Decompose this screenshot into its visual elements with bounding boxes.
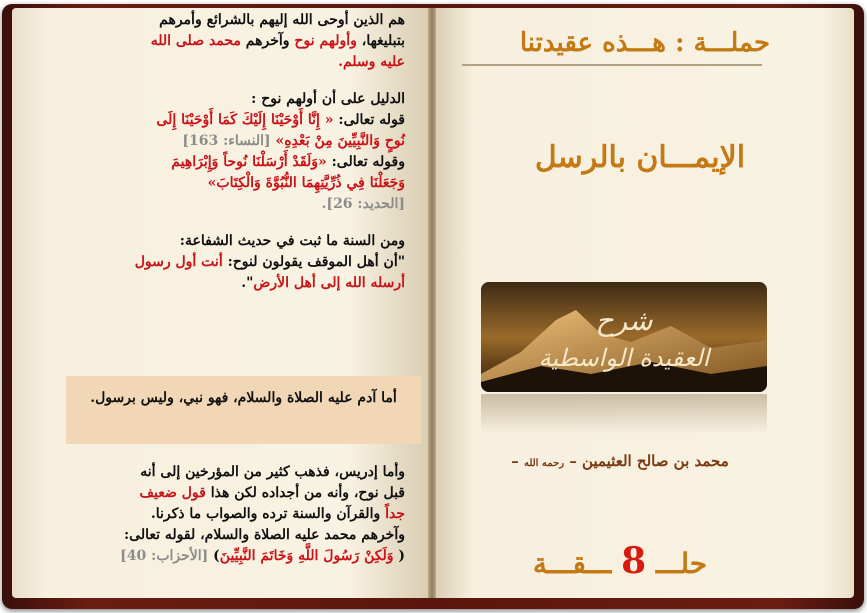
left-page-text (40, 10, 405, 294)
banner-line-1: شرح (595, 304, 653, 337)
left-page-text-bottom (40, 462, 405, 567)
last-line-2: ( وَلَكِنْ رَسُولَ اللَّهِ وَخَاتَمَ النَّبِيِّينَ) [الأحزاب: 40] (120, 548, 405, 564)
quote-2-ref: [الحديد: 26]. (321, 196, 405, 212)
sunna-line-1: ومن السنة ما ثبت في حديث الشفاعة: (179, 233, 405, 249)
quote-2: وقوله تعالى: «وَلَقَدْ أَرْسَلْنَا نُوحاً وَإِبْرَاهِيمَ (171, 154, 405, 170)
episode-number: حلـــ 8 ـــقـــة (532, 540, 708, 582)
last-line-1: وآخرهم محمد عليه الصلاة والسلام، لقوله تعالى: (124, 527, 405, 543)
quote-1-cont: نُوحٍ وَالنَّبِيِّينَ مِنْ بَعْدِهِ» [النساء: 163] (182, 133, 405, 149)
intro-line-1: هم الذين أوحى الله إليهم بالشرائع وأمرهم (159, 12, 405, 28)
idris-line-1: وأما إدريس، فذهب كثير من المؤرخين إلى أنه (140, 464, 405, 480)
idris-line-3: جداً والقرآن والسنة ترده والصواب ما ذكرنا. (150, 506, 405, 522)
adam-note-box: أما آدم عليه الصلاة والسلام، فهو نبي، وليس برسول. (66, 376, 421, 444)
banner-line-2: العقيدة الواسطية (538, 344, 710, 372)
proof-title: الدليل على أن أولهم نوح : (251, 91, 405, 107)
sunna-line-2: "أن أهل الموقف يقولون لنوح: أنت أول رسول (134, 254, 405, 270)
title-divider (462, 64, 762, 66)
idris-line-2: قبل نوح، وأنه من أجداده لكن هذا قول ضعيف (139, 485, 405, 501)
sunna-line-3: أرسله الله إلى أهل الأرض". (241, 275, 405, 291)
quote-1: قوله تعالى: « إِنَّا أَوْحَيْنَا إِلَيْكَ كَمَا أَوْحَيْنَا إِلَى (156, 112, 405, 128)
intro-line-3: عليه وسلم. (338, 54, 405, 70)
intro-line-2: بتبليغها، وأولهم نوح وآخرهم محمد صلى الله (150, 33, 405, 49)
quote-2-cont: وَجَعَلْنَا فِي ذُرِّيَّتِهِمَا النُّبُوَّةَ وَالْكِتَابَ» (207, 175, 405, 191)
author-name: محمد بن صالح العثيمين – رحمه الله – (511, 452, 729, 470)
lesson-subject: الإيمـــان بالرسل (534, 140, 746, 175)
campaign-title: حملـــة : هـــذه عقيدتنا (519, 28, 771, 58)
book-spine (428, 8, 436, 598)
book-banner-image (481, 282, 767, 392)
banner-reflection (481, 394, 767, 434)
mountain-image (481, 282, 767, 392)
